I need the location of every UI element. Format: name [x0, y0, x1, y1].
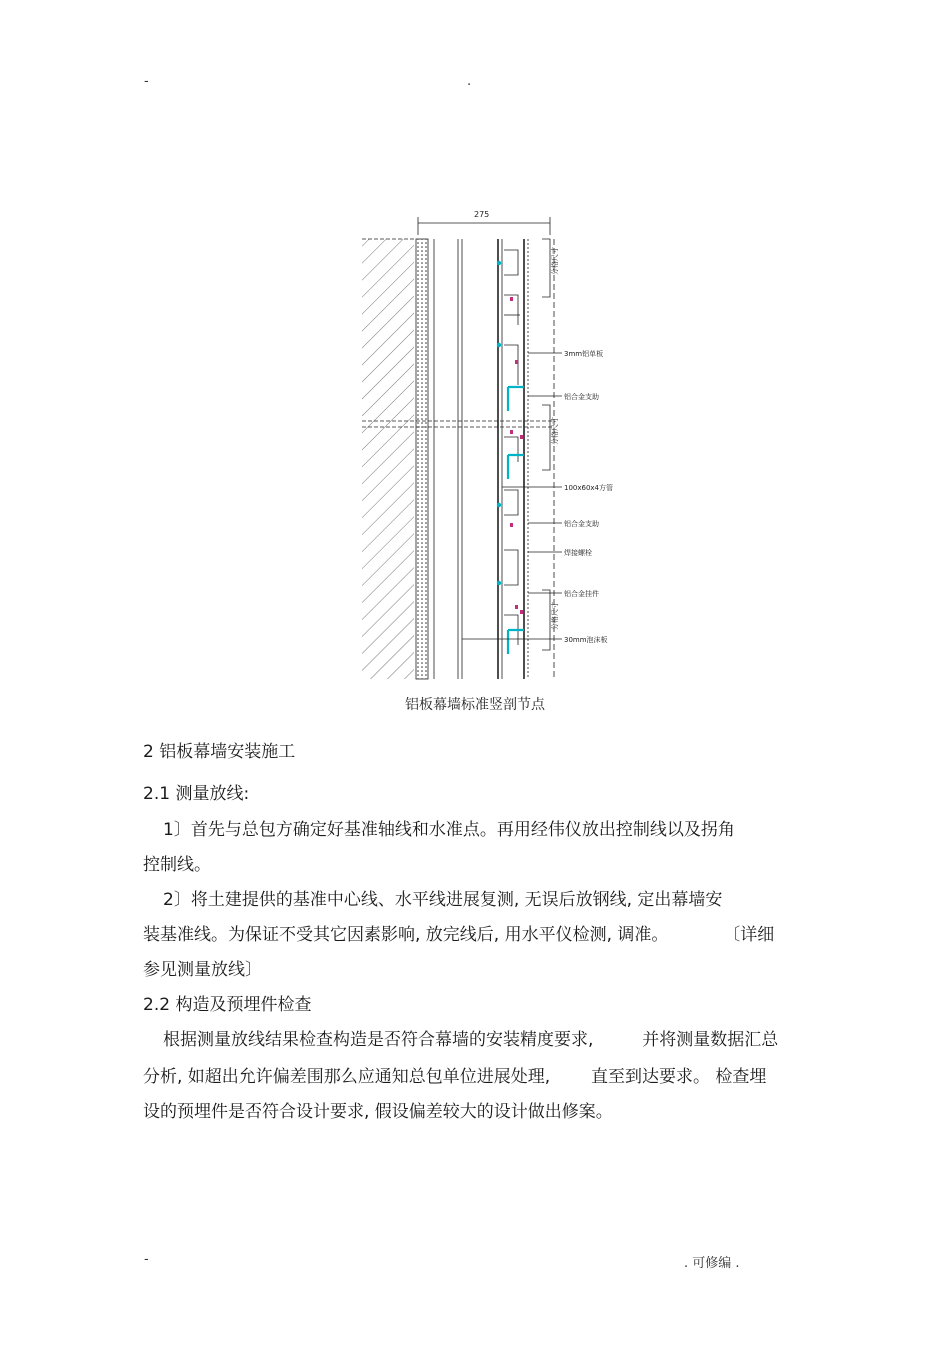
figure-caption: 铝板幕墙标准竖剖节点 — [405, 697, 545, 713]
paragraph-line: 参见测量放线〕 — [143, 960, 262, 980]
side-label-1: 分格尺寸 — [551, 247, 559, 275]
concrete-wall — [362, 239, 414, 679]
paragraph-line — [163, 1029, 778, 1051]
section-title: 2 铝板幕墙安装施工 — [143, 742, 296, 762]
callout-label: 30mm泡沫板 — [564, 636, 608, 644]
dimension-text: 275 — [474, 210, 490, 219]
subsection-title-2-1: 2.1 测量放线: — [143, 784, 250, 804]
paragraph-text: 装基准线。为保证不受其它因素影响, 放完线后, 用水平仪检测, 调准。 — [143, 925, 669, 945]
callout-label: 焊接螺栓 — [564, 549, 592, 557]
paragraph-text: 直至到达要求。 检查埋 — [591, 1067, 767, 1087]
callout-label: 100x60x4方管 — [564, 484, 614, 492]
header-right-mark: . — [467, 74, 472, 89]
curtain-wall-section-drawing — [352, 205, 622, 685]
footer-left-mark: - — [144, 1252, 149, 1267]
callout-label: 铝合金挂件 — [564, 590, 599, 598]
side-label-3: 分格尺寸 — [551, 602, 559, 630]
paragraph-text: 根据测量放线结果检查构造是否符合幕墙的安装精度要求, — [163, 1030, 594, 1050]
paragraph-line: 设的预埋件是否符合设计要求, 假设偏差较大的设计做出修案。 — [143, 1102, 613, 1122]
insulation-layer — [416, 239, 428, 679]
callout-label: 铝合金支助 — [564, 393, 599, 401]
footer-editable-note: . 可修编 . — [684, 1256, 740, 1271]
side-label-2: 分格尺寸 — [551, 417, 559, 445]
paragraph-text: 〔详细 — [723, 925, 775, 945]
paragraph-line: 1〕首先与总包方确定好基准轴线和水准点。再用经伟仪放出控制线以及拐角 — [163, 820, 735, 840]
paragraph-line: 控制线。 — [143, 855, 211, 875]
paragraph-line: 2〕将土建提供的基准中心线、水平线进展复测, 无误后放钢线, 定出幕墙安 — [163, 890, 723, 910]
paragraph-line — [143, 1066, 766, 1088]
connector-group — [504, 250, 520, 645]
callout-label: 3mm铝单板 — [564, 350, 604, 358]
subsection-title-2-2: 2.2 构造及预埋件检查 — [143, 995, 312, 1015]
callout-label: 铝合金支助 — [564, 520, 599, 528]
paragraph-text: 分析, 如超出允许偏差围那么应通知总包单位进展处理, — [143, 1067, 551, 1087]
paragraph-text: 并将测量数据汇总 — [642, 1030, 779, 1050]
header-left-mark: - — [144, 74, 149, 89]
paragraph-line — [143, 924, 774, 946]
